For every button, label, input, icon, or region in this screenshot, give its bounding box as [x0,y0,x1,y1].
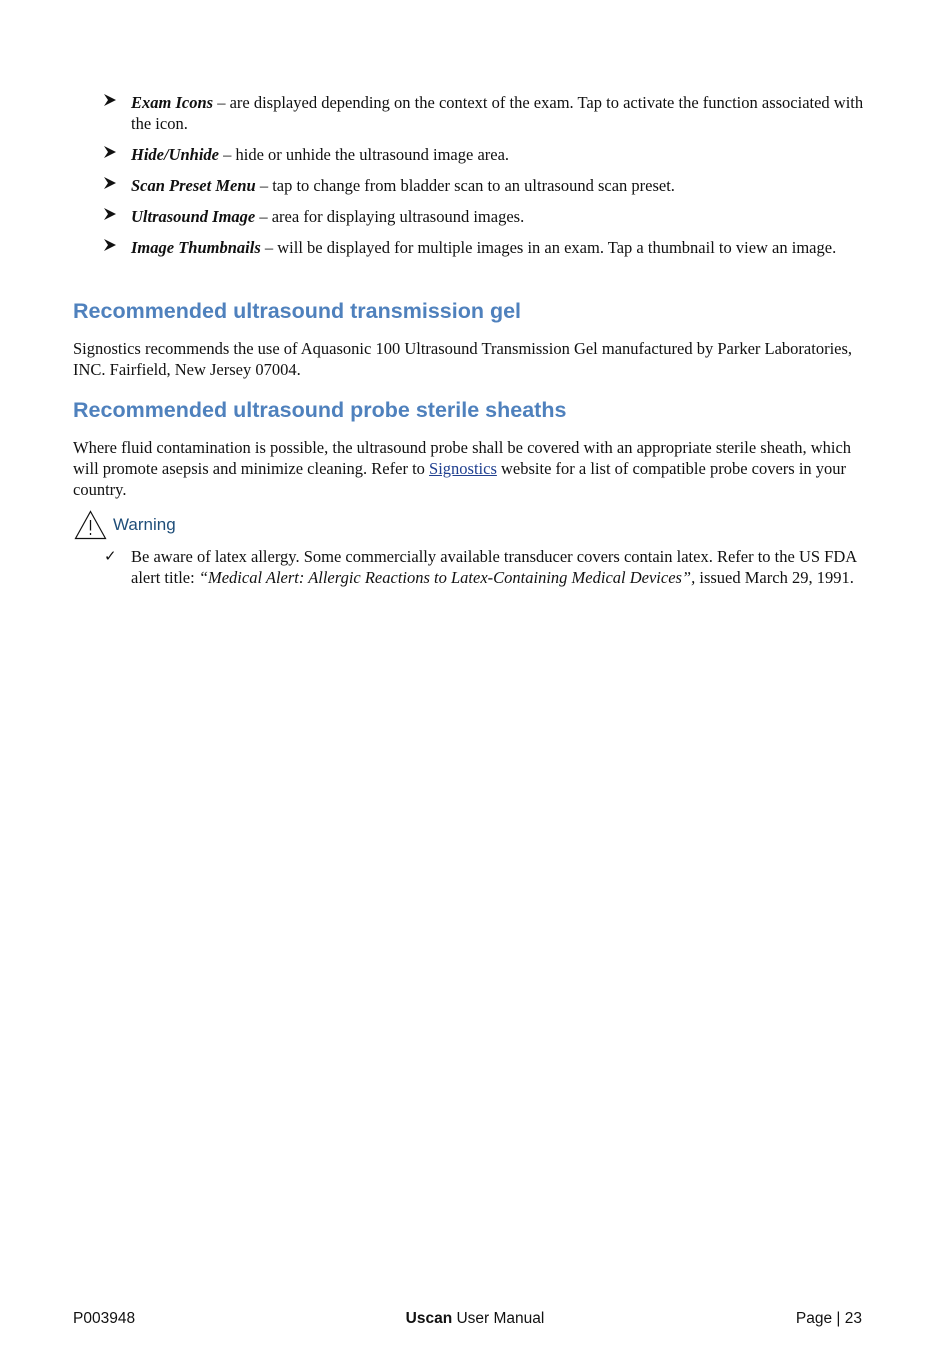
bullet-description: – area for displaying ultrasound images. [255,207,525,226]
arrow-bullet-icon [103,238,117,252]
bullet-ultrasound-image [0,206,950,227]
warning-triangle-icon [74,510,107,540]
arrow-bullet-icon [103,145,117,159]
arrow-bullet-icon [103,207,117,221]
signostics-website-link[interactable]: Signostics [429,459,497,478]
warning-check-item [0,546,950,588]
page-footer [0,1310,950,1330]
product-name: Uscan [405,1310,453,1327]
bullet-term: Image Thumbnails [131,238,261,257]
bullet-term: Hide/Unhide [131,145,220,164]
bullet-exam-icons [0,92,950,134]
arrow-bullet-icon [103,176,117,190]
warning-label: Warning [113,515,176,534]
heading-sterile-sheaths [73,398,566,423]
bullet-scan-preset-menu [0,175,950,196]
bullet-hide-unhide [0,144,950,165]
bullet-image-thumbnails [0,237,950,258]
page-number: Page | 23 [795,1310,862,1327]
paragraph-text: website for a list of compatible probe covers in your country. [73,459,847,499]
paragraph-transmission-gel: Signostics recommends the use of Aquasonic 100 Ultrasound Transmission Gel manufactured by Parker Laboratories, INC. Fairfield, New Jersey 07004. [73,339,853,379]
heading-text: Recommended ultrasound probe sterile sheaths [73,398,567,422]
bullet-description: – will be displayed for multiple images in an exam. Tap a thumbnail to view an image. [260,238,837,257]
manual-name: User Manual [452,1310,545,1327]
heading-transmission-gel: Recommended ultrasound transmission gel [73,299,522,323]
bullet-description: – hide or unhide the ultrasound image area. [219,145,510,164]
bullet-term: Ultrasound Image [131,207,256,226]
feature-bullet-list [0,92,950,268]
paragraph-sterile-sheaths [73,437,873,500]
bullet-term: Scan Preset Menu [131,176,256,195]
bullet-term: Exam Icons [131,93,214,112]
warning-text: Be aware of latex allergy. Some commercially available transducer covers contain latex. Refer to the US FDA alert title: [131,547,857,587]
fda-alert-title: “Medical Alert: Allergic Reactions to Latex-Containing Medical Devices”, [198,568,696,587]
paragraph-text: Where fluid contamination is possible, the ultrasound probe shall be covered with an appropriate sterile sheath, which will promote asepsis and minimize cleaning. Refer to [73,438,852,478]
bullet-description: – are displayed depending on the context of the exam. Tap to activate the function associated with the icon. [131,93,864,133]
checkmark-icon: ✓ [104,547,117,565]
bullet-description: – tap to change from bladder scan to an ultrasound scan preset. [255,176,675,195]
document-number: P003948 [73,1310,136,1327]
arrow-bullet-icon [103,93,117,107]
warning-text-end: issued March 29, 1991. [695,568,854,587]
